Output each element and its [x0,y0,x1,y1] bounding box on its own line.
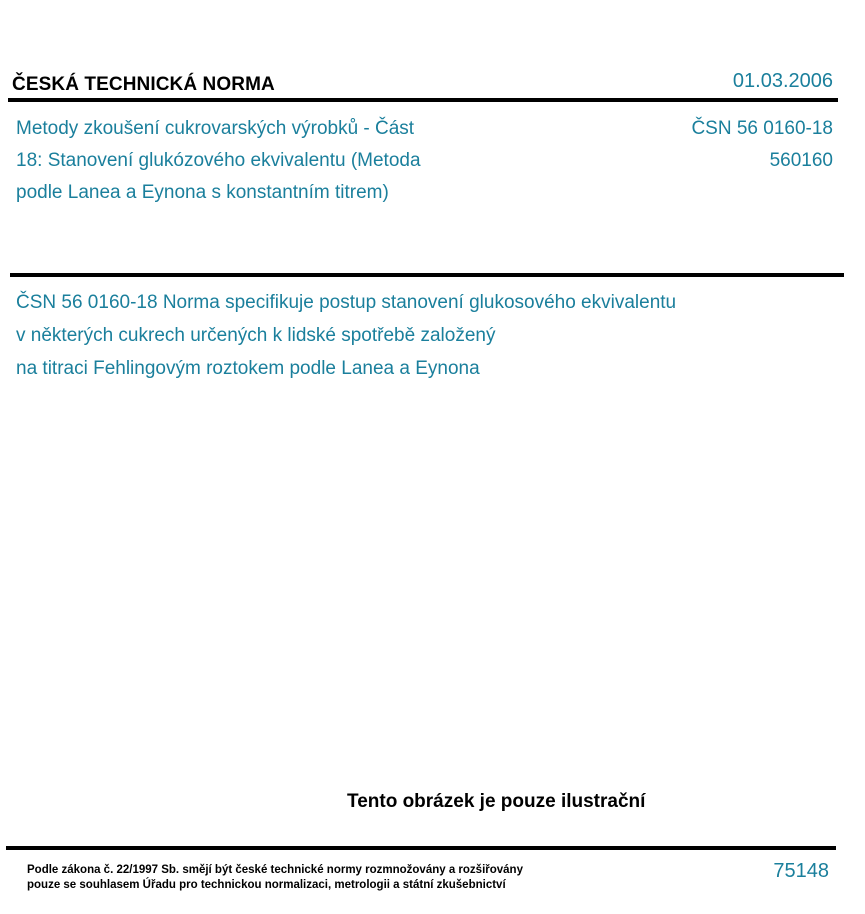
description-line: v některých cukrech určených k lidské spotřebě založený [16,325,496,346]
header-divider [8,98,838,102]
legal-notice-line: Podle zákona č. 22/1997 Sb. smějí být české technické normy rozmnožovány a rozšiřovány [27,864,523,876]
catalog-number: 75148 [773,860,829,882]
standard-code: ČSN 56 0160-18 [691,118,833,139]
standard-title-line: podle Lanea a Eynona s konstantním titrem) [16,182,389,203]
standard-title-line: Metody zkoušení cukrovarských výrobků - Část [16,118,415,139]
standard-identifiers [691,113,833,177]
standard-title-line: 18: Stanovení glukózového ekvivalentu (Metoda [16,150,421,171]
document-type-heading: ČESKÁ TECHNICKÁ NORMA [12,74,275,95]
standard-title [16,113,536,209]
legal-notice-line: pouze se souhlasem Úřadu pro technickou normalizaci, metrologii a státní zkušebnictví [27,879,506,891]
description-line: na titraci Fehlingovým roztokem podle Lanea a Eynona [16,358,480,379]
publication-date: 01.03.2006 [732,70,833,92]
section-divider [10,273,844,277]
legal-notice [27,863,667,893]
footer-divider [6,846,836,850]
classification-number: 560160 [769,150,833,171]
description-line: ČSN 56 0160-18 Norma specifikuje postup stanovení glukosového ekvivalentu [16,292,677,313]
illustration-disclaimer: Tento obrázek je pouze ilustrační [347,791,646,812]
standard-description [16,286,816,385]
